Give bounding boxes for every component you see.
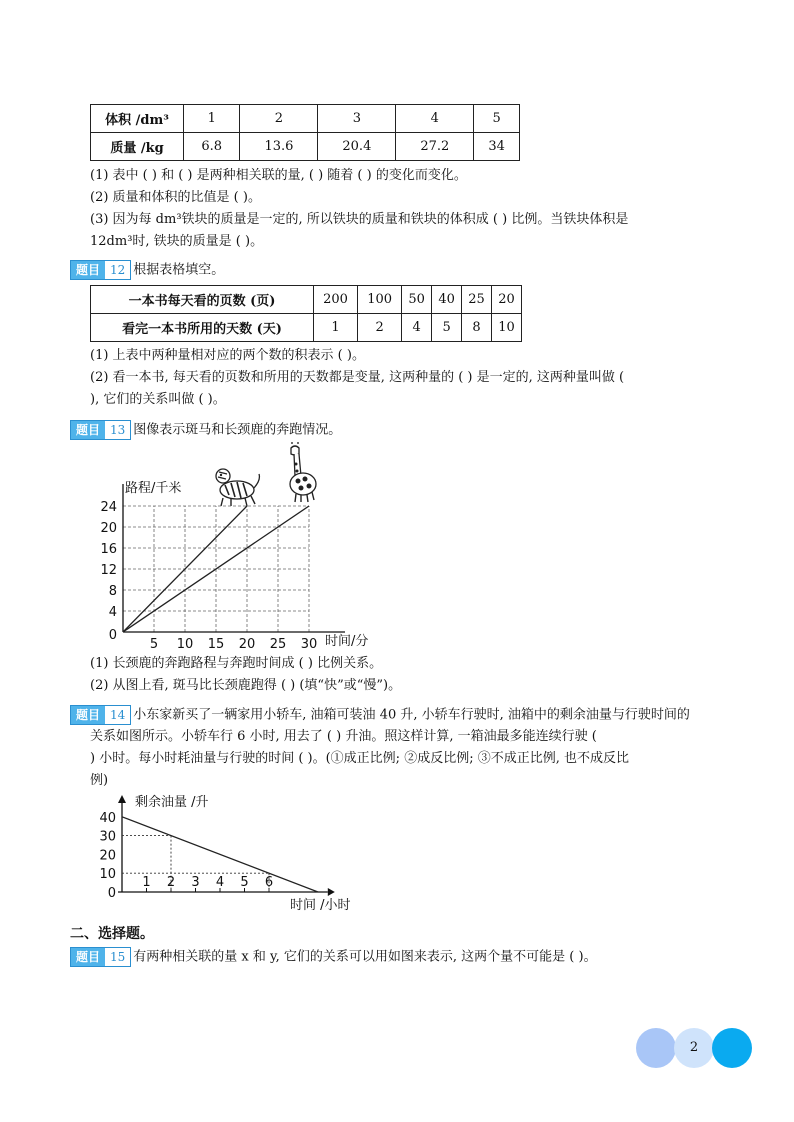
table-cell: 6.8 [184,133,240,161]
table-cell: 27.2 [396,133,474,161]
table-cell: 34 [474,133,520,161]
chart1-y-tick: 16 [100,542,117,557]
q11-line3: (3) 因为每 dm³铁块的质量是一定的, 所以铁块的质量和铁块的体积成 ( ) 比例。当铁块体积是 [90,212,629,227]
chart2-y-tick: 10 [99,867,116,883]
q13-line1: (1) 长颈鹿的奔跑路程与奔跑时间成 ( ) 比例关系。 [90,656,383,671]
table-cell: 50 [402,286,432,314]
table-cell: 25 [462,286,492,314]
table-row [91,133,520,161]
q13-heading [70,420,341,441]
table-cell: 4 [396,105,474,133]
chart1-xlabel: 时间/分 [325,634,369,649]
chart1-x-tick: 30 [300,637,318,652]
section-title: 二、选择题。 [70,926,154,942]
chart1-y-tick: 20 [100,521,117,536]
q13-line2: (2) 从图上看, 斑马比长颈鹿跑得 ( ) (填“快”或“慢”)。 [90,678,402,693]
table-cell: 100 [358,286,402,314]
q11-line1: (1) 表中 ( ) 和 ( ) 是两种相关联的量, ( ) 随着 ( ) 的变化而变化。 [90,168,467,183]
chart2-y-tick: 40 [99,810,116,826]
question-badge: 题目 15 [70,947,131,967]
table-header-days: 看完一本书所用的天数 (天) [91,314,314,342]
q14-line1: 小东家新买了一辆家用小轿车, 油箱可装油 40 升, 小轿车行驶时, 油箱中的剩余油量与行驶时间的 [133,707,690,723]
table-cell: 2 [240,105,318,133]
chart2-x-tick: 2 [166,875,176,890]
q12-line2: (2) 看一本书, 每天看的页数和所用的天数都是变量, 这两种量的 ( ) 是一定的, 这两种量叫做 ( [90,370,625,385]
table-cell: 1 [314,314,358,342]
decor-circle-left [636,1028,676,1068]
chart2-xlabel: 时间 /小时 [290,898,351,913]
q15-text: 有两种相关联的量 x 和 y, 它们的关系可以用如图来表示, 这两个量不可能是 ( )。 [133,949,597,965]
q12-heading [70,260,224,281]
chart1-y-tick: 12 [100,563,117,578]
giraffe-icon [290,442,316,502]
chart1-y-tick: 8 [108,584,117,599]
q12-line3: ), 它们的关系叫做 ( )。 [90,392,226,407]
table-header-volume: 体积 /dm³ [91,105,184,133]
chart1-y-tick: 0 [108,628,117,643]
table-cell: 20.4 [318,133,396,161]
table-cell: 8 [462,314,492,342]
chart2-y-tick: 20 [99,848,116,864]
chart1-x-tick: 5 [149,637,159,652]
question-badge: 题目 12 [70,260,131,280]
table-cell: 2 [358,314,402,342]
chart1-x-tick: 20 [238,637,256,652]
table-cell: 200 [314,286,358,314]
zebra-giraffe-chart [95,442,405,652]
volume-mass-table [90,104,520,161]
table-cell: 40 [432,286,462,314]
q15-heading [70,947,597,968]
question-badge: 题目 13 [70,420,131,440]
chart2-x-arrow [328,888,335,896]
chart2-y-arrow [118,795,126,803]
chart2-ylabel: 剩余油量 /升 [135,795,209,810]
fuel-chart [95,792,375,917]
chart2-x-tick: 5 [240,875,249,890]
table-header-mass: 质量 /kg [91,133,184,161]
chart1-y-tick: 24 [100,500,117,515]
table-cell: 5 [474,105,520,133]
q14-line4: 例) [90,773,109,788]
q13-title: 图像表示斑马和长颈鹿的奔跑情况。 [133,422,342,438]
table-cell: 20 [492,286,522,314]
table-cell: 3 [318,105,396,133]
table-cell: 1 [184,105,240,133]
chart2-x-tick: 6 [264,875,274,890]
chart2-x-tick: 3 [191,875,200,890]
table-cell: 10 [492,314,522,342]
chart1-x-tick: 25 [269,637,287,652]
q14-heading [70,705,690,726]
page-number: 2 [689,1040,699,1055]
table-row [91,286,522,314]
table-row [91,105,520,133]
table-cell: 4 [402,314,432,342]
chart2-y-tick: 30 [99,829,116,845]
chart2-x-tick: 4 [215,875,225,890]
table-header-pages: 一本书每天看的页数 (页) [91,286,314,314]
q12-line1: (1) 上表中两种量相对应的两个数的积表示 ( )。 [90,348,365,363]
decor-circle-right [712,1028,752,1068]
chart2-y-tick: 0 [107,886,116,901]
chart1-y-tick: 4 [108,605,117,620]
question-badge: 题目 14 [70,705,131,725]
table-cell: 13.6 [240,133,318,161]
q11-line4: 12dm³时, 铁块的质量是 ( )。 [90,234,264,249]
table-row [91,314,522,342]
q14-line2: 关系如图所示。小轿车行 6 小时, 用去了 ( ) 升油。照这样计算, 一箱油最多能连续行驶 ( [90,729,597,744]
table-cell: 5 [432,314,462,342]
page-number-decoration [636,1028,754,1068]
chart2-x-tick: 1 [142,875,151,890]
zebra-icon [216,469,259,506]
chart1-ylabel: 路程/千米 [125,481,182,496]
q12-title: 根据表格填空。 [133,262,225,278]
chart1-x-tick: 15 [207,637,225,652]
chart1-x-tick: 10 [176,637,194,652]
q14-line3: ) 小时。每小时耗油量与行驶的时间 ( )。(①成正比例; ②成反比例; ③不成正比例, 也不成反比 [90,751,629,766]
q11-line2: (2) 质量和体积的比值是 ( )。 [90,190,261,205]
pages-days-table [90,285,522,342]
